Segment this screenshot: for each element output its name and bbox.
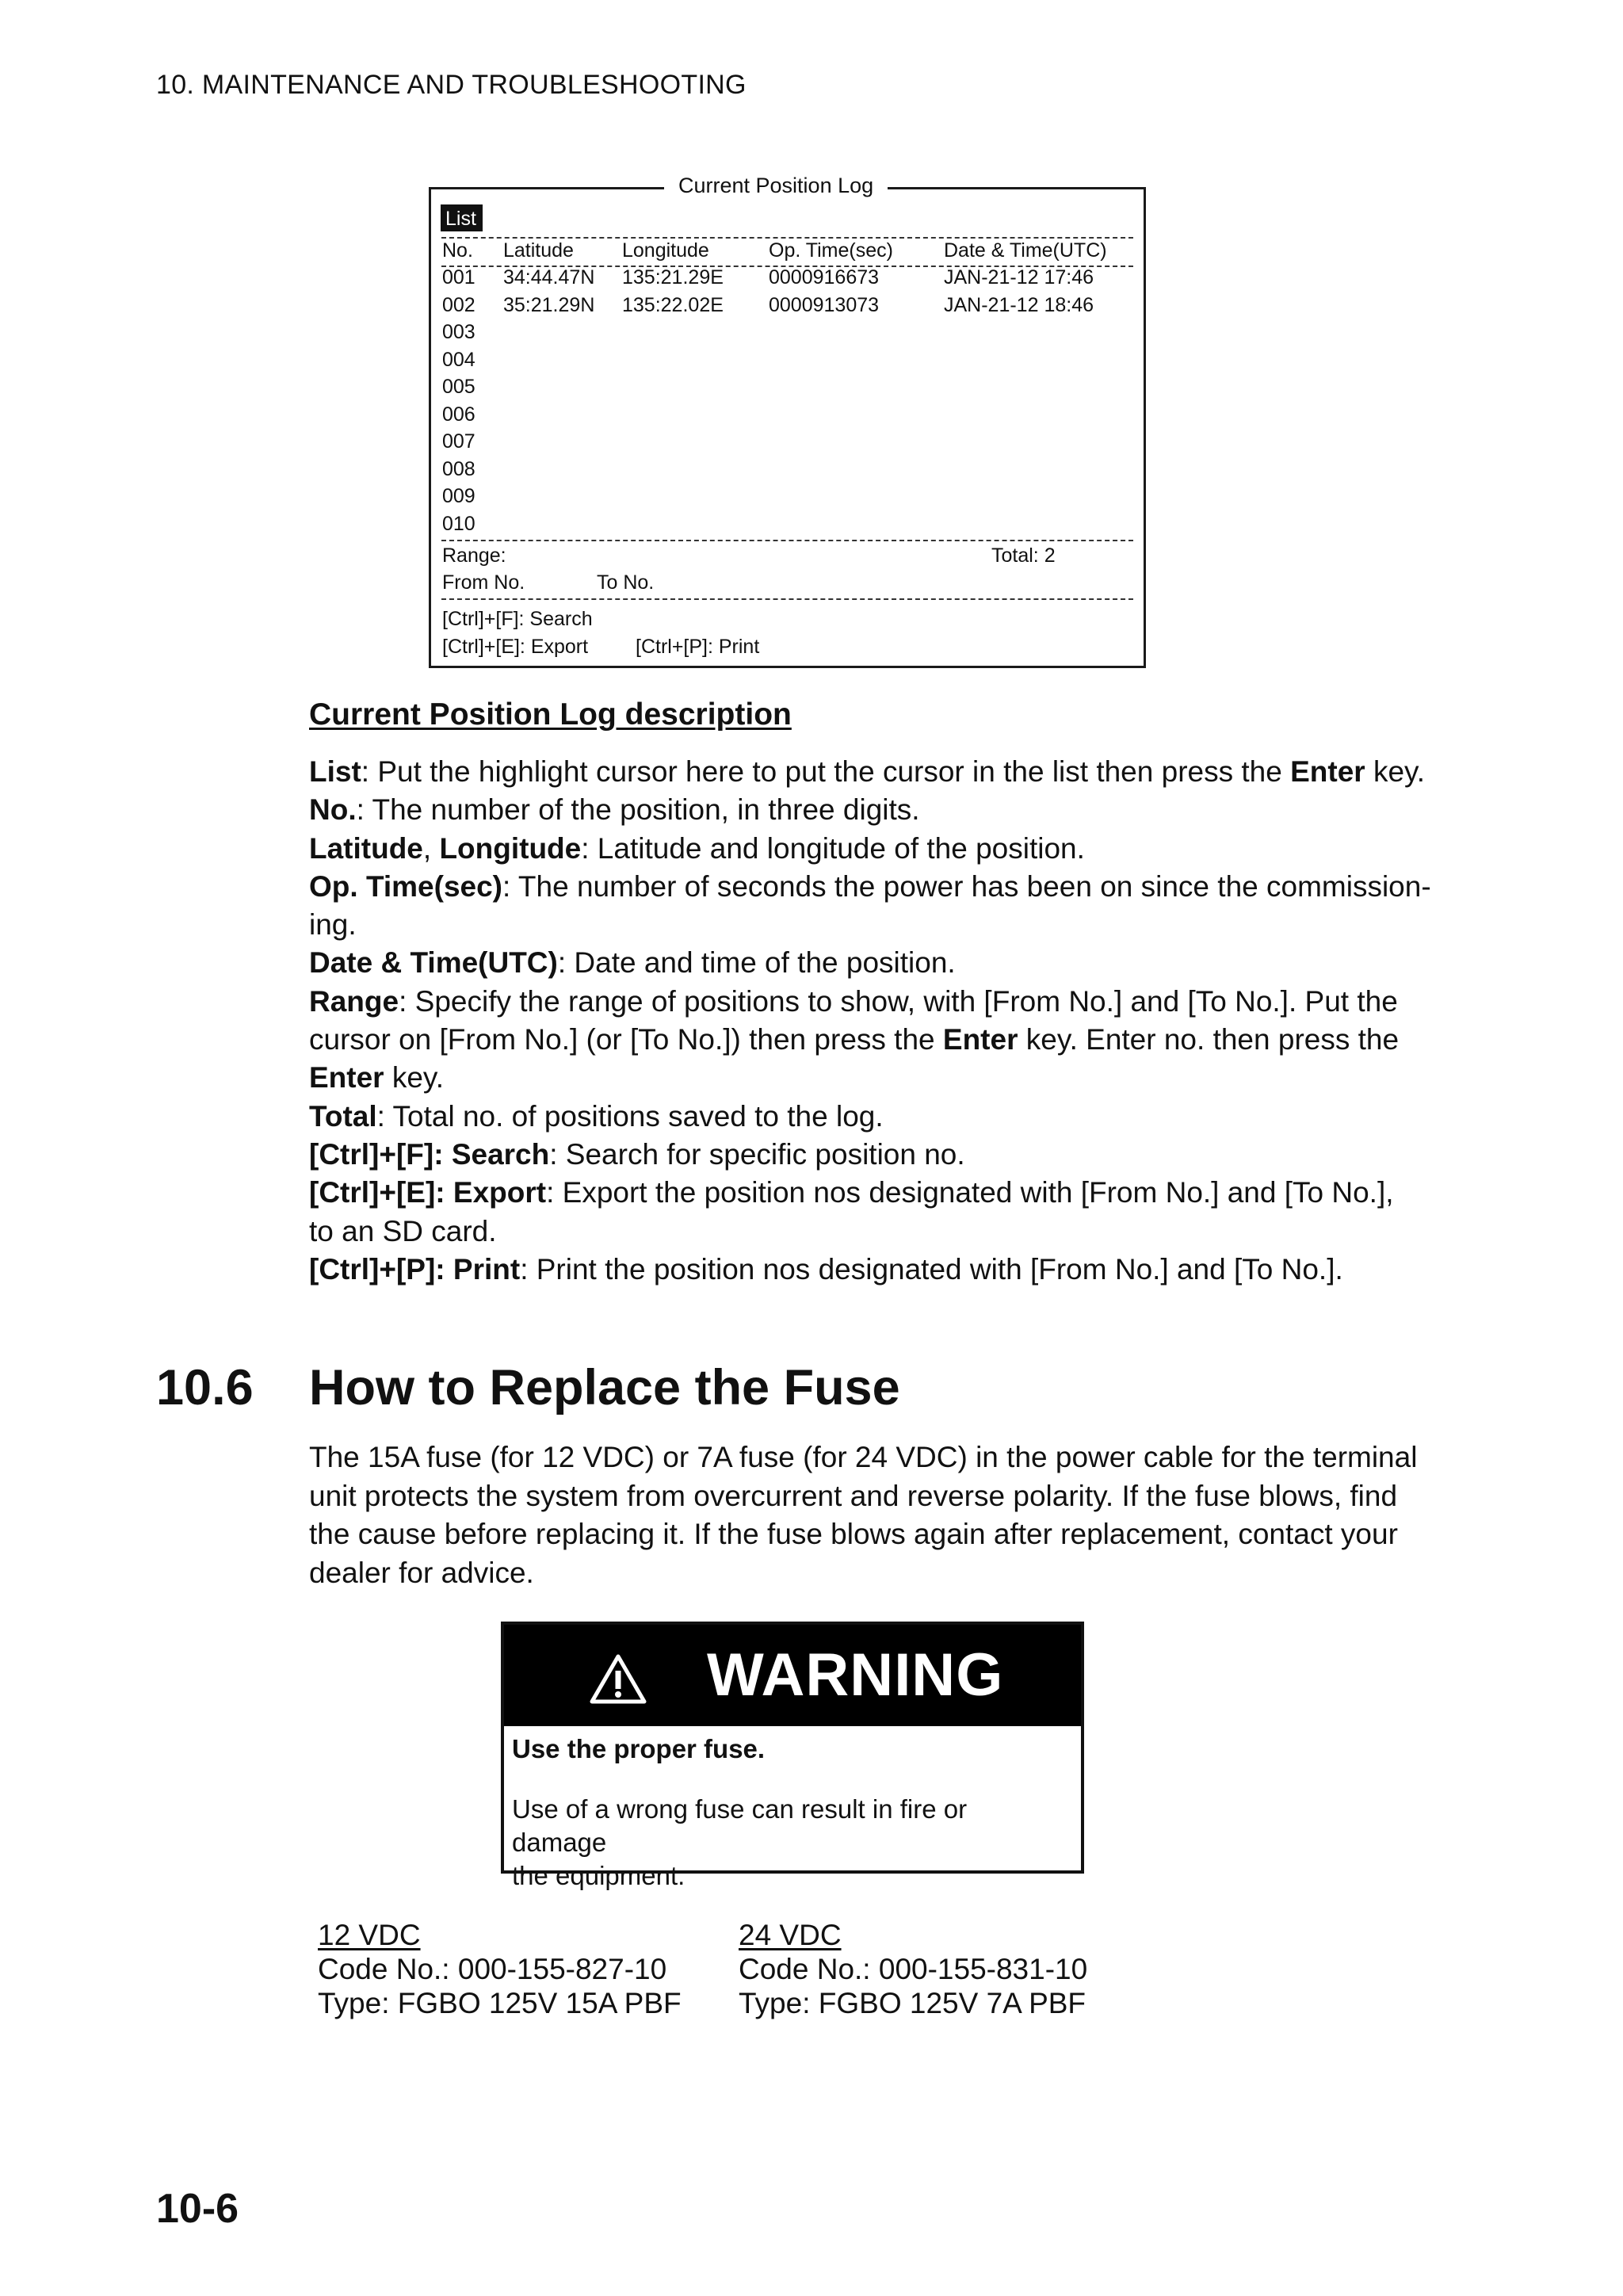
warning-text — [512, 1793, 1067, 1893]
col-op-time: Op. Time(sec) — [769, 239, 893, 262]
term: Longitude — [439, 831, 582, 865]
text: : Specify the range of positions to show, with [From No.] and [To No.]. Put the — [399, 984, 1398, 1018]
term: Enter — [1290, 755, 1365, 788]
description-line — [309, 791, 1450, 829]
row-op-time: 0000913073 — [769, 293, 880, 316]
fuse-code: Code No.: 000-155-827-10 — [318, 1953, 667, 1985]
log-row[interactable] — [431, 513, 1144, 540]
log-row[interactable] — [431, 403, 1144, 430]
text: : The number of seconds the power has been on since the commission- — [502, 869, 1431, 903]
term: Enter — [309, 1061, 384, 1095]
text: to an SD card. — [309, 1214, 497, 1247]
from-no-field[interactable]: From No. — [442, 571, 525, 594]
log-row[interactable] — [431, 349, 1144, 376]
warning-lead: Use the proper fuse. — [512, 1734, 766, 1763]
warning-title: WARNING — [707, 1641, 1004, 1709]
log-row[interactable] — [431, 294, 1144, 321]
log-row[interactable] — [431, 376, 1144, 403]
description-line — [309, 753, 1450, 791]
search-hint: [Ctrl]+[F]: Search — [442, 608, 593, 630]
description-body — [309, 753, 1450, 1289]
log-row[interactable] — [431, 430, 1144, 457]
description-line — [309, 1174, 1450, 1212]
term: List — [309, 755, 361, 788]
section-line: the cause before replacing it. If the fuse blows again after replacement, contact your — [309, 1518, 1398, 1550]
warning-line: Use of a wrong fuse can result in fire or damage — [512, 1794, 968, 1857]
warning-banner — [504, 1625, 1081, 1726]
term: Range — [309, 984, 399, 1018]
divider — [441, 540, 1133, 541]
col-no: No. — [442, 239, 473, 262]
col-date-time: Date & Time(UTC) — [944, 239, 1107, 262]
divider — [441, 237, 1133, 239]
section-body — [309, 1438, 1450, 1592]
term: [Ctrl]+[F]: Search — [309, 1137, 550, 1171]
term: No. — [309, 793, 357, 827]
description-line — [309, 983, 1450, 1021]
text: : Latitude and longitude of the position. — [581, 831, 1085, 865]
text: : Search for specific position no. — [549, 1137, 965, 1171]
row-no: 008 — [442, 457, 475, 480]
total-label: Total: 2 — [991, 544, 1056, 567]
fuse-type: Type: FGBO 125V 7A PBF — [739, 1987, 1086, 2019]
term: Total — [309, 1099, 377, 1133]
text: : Export the position nos designated with [From No.] and [To No.], — [546, 1176, 1394, 1209]
description-line — [309, 906, 1450, 944]
fuse-type: Type: FGBO 125V 15A PBF — [318, 1987, 682, 2019]
fuse-spec-24vdc — [739, 1918, 1087, 2020]
row-no: 010 — [442, 512, 475, 535]
row-op-time: 0000916673 — [769, 266, 880, 288]
column-header-row — [431, 239, 1144, 266]
log-row[interactable] — [431, 321, 1144, 348]
text: : Print the position nos designated with [From No.] and [To No.]. — [520, 1252, 1343, 1286]
warning-box — [501, 1622, 1084, 1890]
term: Op. Time(sec) — [309, 869, 503, 903]
text: key. — [1365, 755, 1426, 788]
text: : Put the highlight cursor here to put the cursor in the list then press the — [361, 755, 1291, 788]
term: [Ctrl]+[P]: Print — [309, 1252, 521, 1286]
row-no: 006 — [442, 403, 475, 426]
row-no: 002 — [442, 293, 475, 316]
to-no-field[interactable]: To No. — [597, 571, 655, 594]
log-row[interactable] — [431, 485, 1144, 512]
text: key. — [384, 1061, 444, 1095]
row-longitude: 135:21.29E — [622, 266, 724, 288]
row-no: 004 — [442, 348, 475, 371]
section-line: unit protects the system from overcurrent and reverse polarity. If the fuse blows, find — [309, 1479, 1398, 1512]
description-line — [309, 1059, 1450, 1097]
row-latitude: 34:44.47N — [503, 266, 595, 288]
row-date-time: JAN-21-12 18:46 — [944, 293, 1094, 316]
fuse-spec-heading: 12 VDC — [318, 1919, 421, 1951]
section-number: 10.6 — [156, 1360, 254, 1415]
section-title: How to Replace the Fuse — [309, 1360, 900, 1415]
current-position-log-panel — [429, 187, 1146, 668]
description-line — [309, 944, 1450, 982]
fuse-spec-heading: 24 VDC — [739, 1919, 842, 1951]
export-hint: [Ctrl]+[E]: Export — [442, 636, 589, 658]
log-row[interactable] — [431, 458, 1144, 485]
fuse-spec-12vdc — [318, 1918, 682, 2020]
range-label: Range: — [442, 544, 506, 567]
description-line — [309, 1136, 1450, 1174]
text: , — [422, 831, 440, 865]
warning-triangle-icon — [590, 1653, 647, 1704]
term: [Ctrl]+[E]: Export — [309, 1176, 547, 1209]
text: : The number of the position, in three digits. — [356, 793, 920, 827]
text: : Total no. of positions saved to the log. — [376, 1099, 884, 1133]
page-number: 10-6 — [156, 2186, 239, 2232]
print-hint: [Ctrl+[P]: Print — [636, 636, 760, 658]
row-no: 009 — [442, 485, 475, 507]
warning-line: the equipment. — [512, 1861, 685, 1890]
term: Date & Time(UTC) — [309, 946, 558, 980]
description-line — [309, 868, 1450, 906]
fuse-code: Code No.: 000-155-831-10 — [739, 1953, 1088, 1985]
list-tab[interactable]: List — [441, 204, 483, 231]
description-line — [309, 1213, 1450, 1251]
description-line — [309, 830, 1450, 868]
col-latitude: Latitude — [503, 239, 574, 262]
section-line: The 15A fuse (for 12 VDC) or 7A fuse (for 24 VDC) in the power cable for the terminal — [309, 1441, 1418, 1473]
text: key. Enter no. then press the — [1018, 1023, 1400, 1056]
row-no: 001 — [442, 266, 475, 288]
row-no: 003 — [442, 321, 475, 343]
divider — [441, 598, 1133, 600]
row-no: 005 — [442, 376, 475, 398]
log-title: Current Position Log — [664, 174, 888, 198]
log-row[interactable] — [431, 266, 1144, 293]
description-line — [309, 1251, 1450, 1289]
text: : Date and time of the position. — [557, 946, 956, 980]
row-latitude: 35:21.29N — [503, 293, 595, 316]
text: ing. — [309, 908, 357, 942]
row-longitude: 135:22.02E — [622, 293, 724, 316]
term: Latitude — [309, 831, 423, 865]
term: Enter — [942, 1023, 1018, 1056]
col-longitude: Longitude — [622, 239, 709, 262]
description-heading: Current Position Log description — [309, 697, 792, 732]
row-no: 007 — [442, 430, 475, 453]
running-header: 10. MAINTENANCE AND TROUBLESHOOTING — [156, 70, 747, 100]
text: cursor on [From No.] (or [To No.]) then press the — [309, 1023, 943, 1056]
description-line — [309, 1021, 1450, 1059]
description-line — [309, 1098, 1450, 1136]
section-line: dealer for advice. — [309, 1556, 534, 1589]
row-date-time: JAN-21-12 17:46 — [944, 266, 1094, 288]
